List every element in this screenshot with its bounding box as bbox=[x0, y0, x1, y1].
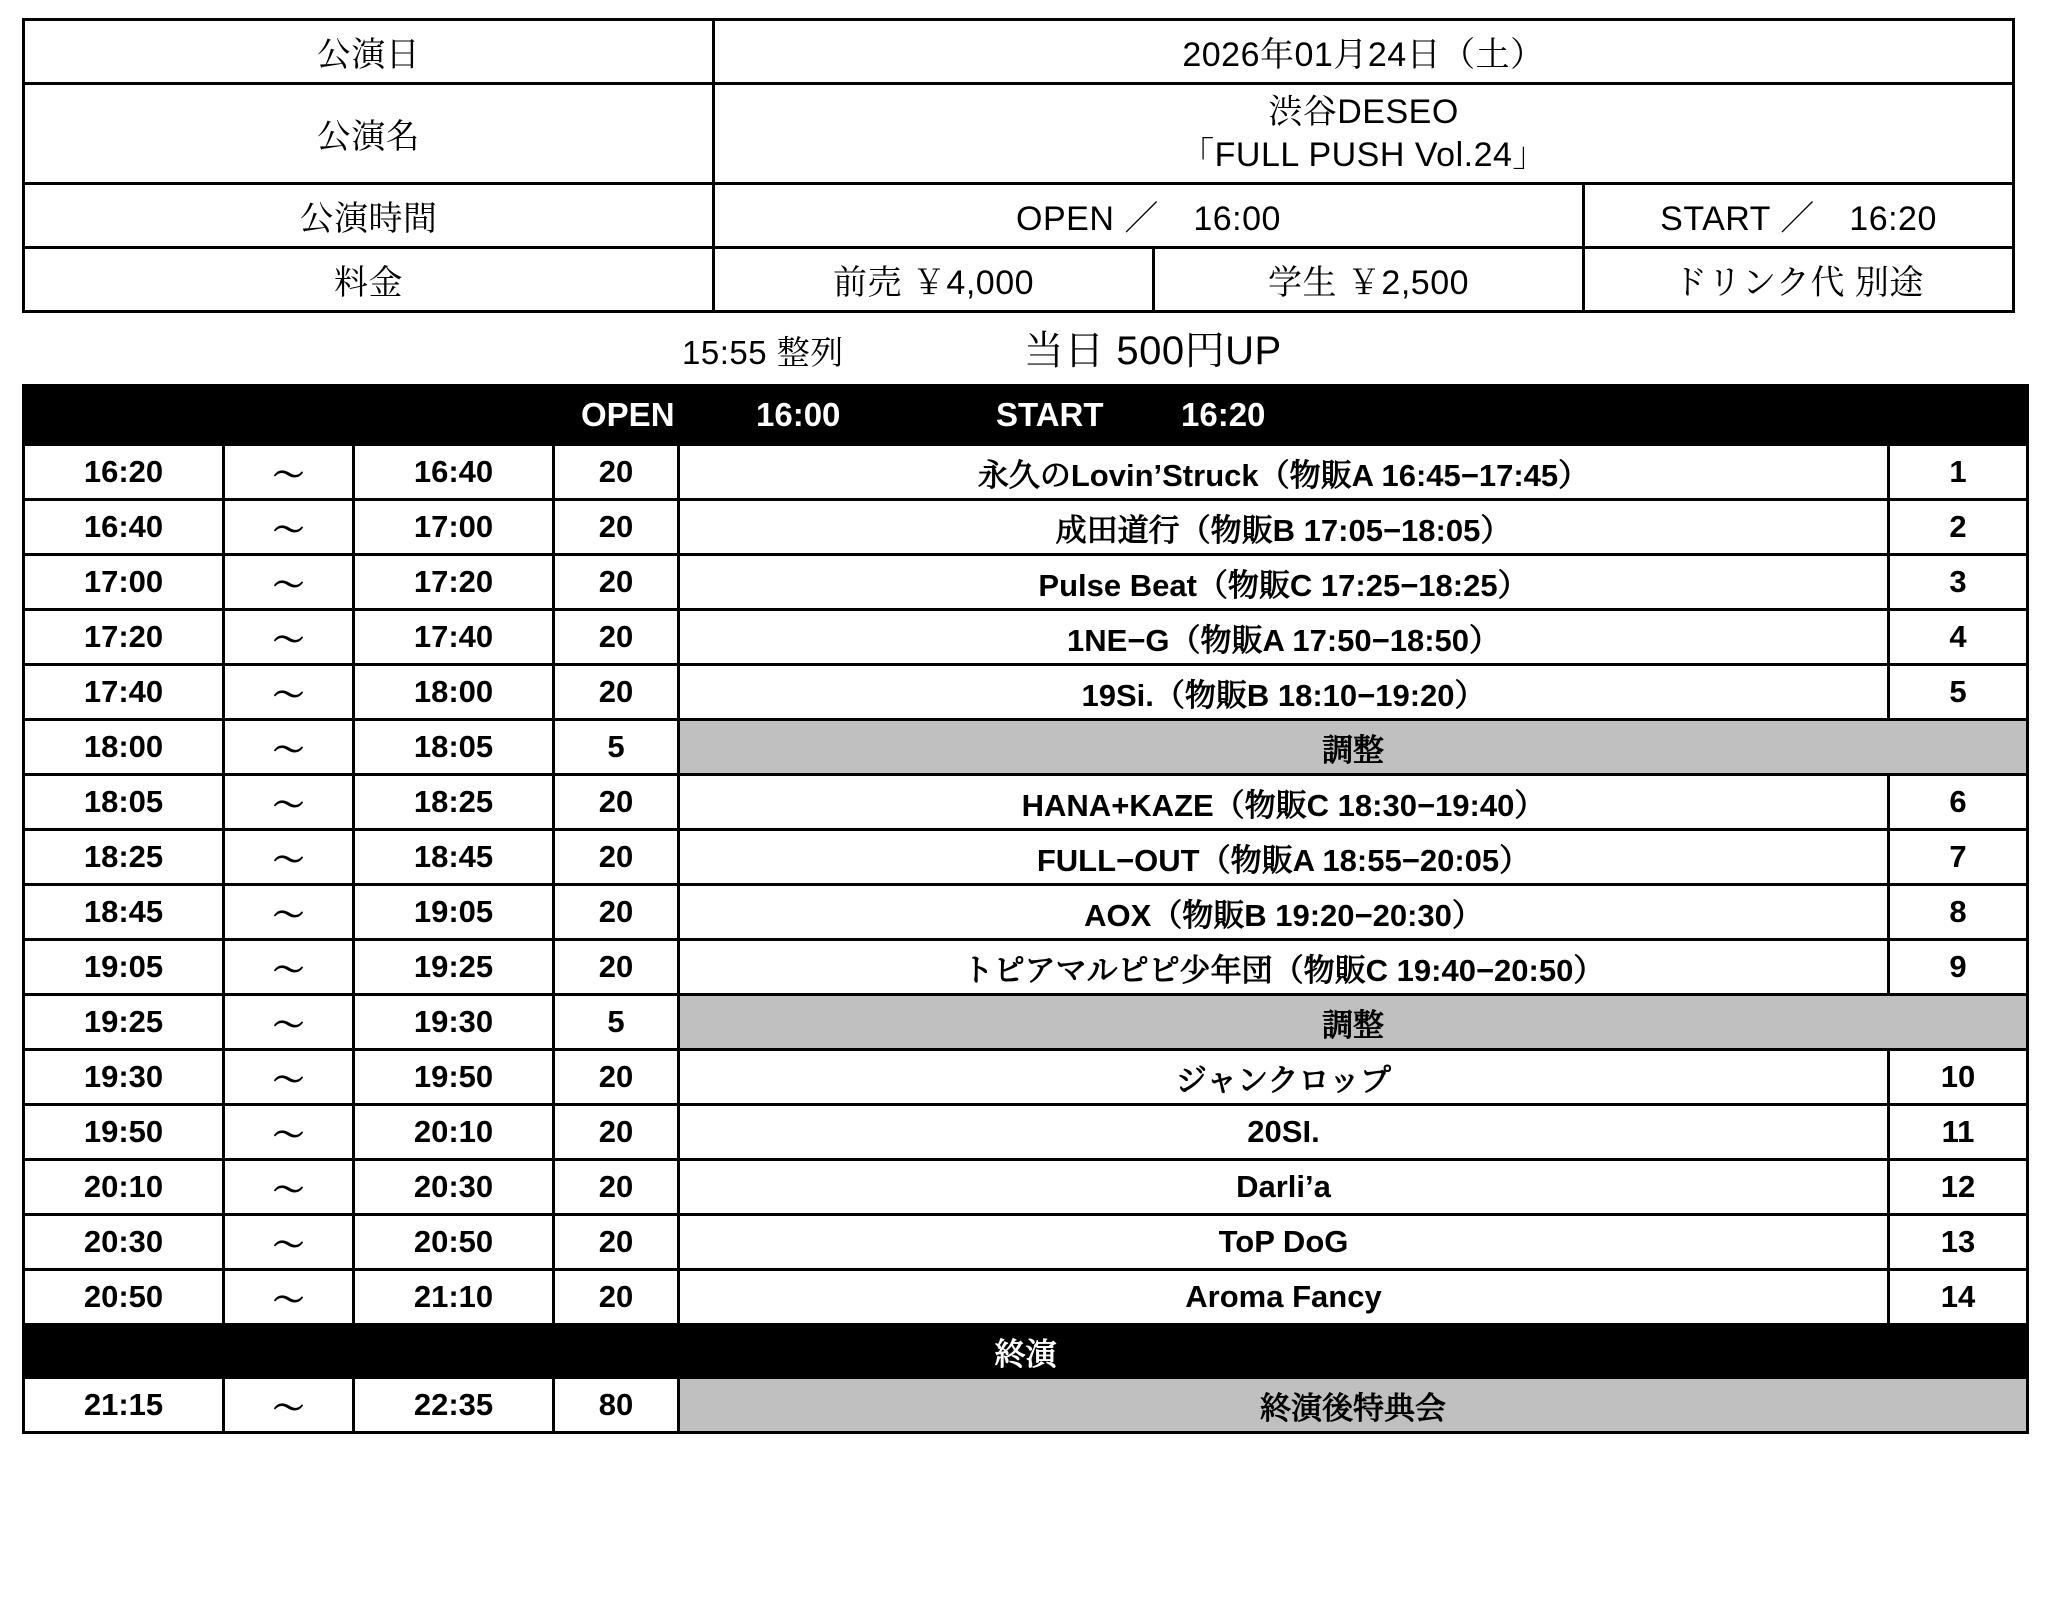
row-order-number: 8 bbox=[1889, 885, 2028, 940]
timetable-row bbox=[24, 830, 2028, 885]
row-order-number: 3 bbox=[1889, 555, 2028, 610]
row-duration: 20 bbox=[554, 1215, 679, 1270]
row-order-number: 13 bbox=[1889, 1215, 2028, 1270]
row-end-time: 19:30 bbox=[354, 995, 554, 1050]
row-end-time: 21:10 bbox=[354, 1270, 554, 1325]
timetable-row bbox=[24, 940, 2028, 995]
row-duration: 20 bbox=[554, 885, 679, 940]
row-adjust-label: 終演後特典会 bbox=[679, 1378, 2028, 1433]
timetable-row bbox=[24, 995, 2028, 1050]
row-start-time: 20:30 bbox=[24, 1215, 224, 1270]
row-order-number: 7 bbox=[1889, 830, 2028, 885]
row-tilde: 〜 bbox=[224, 665, 354, 720]
row-end-time: 18:45 bbox=[354, 830, 554, 885]
row-duration: 20 bbox=[554, 830, 679, 885]
row-tilde: 〜 bbox=[224, 1105, 354, 1160]
row-adjust-label: 調整 bbox=[679, 995, 2028, 1050]
row-act-name: 永久のLovin’Struck（物販A 16:45−17:45） bbox=[679, 445, 1889, 500]
info-row-fee bbox=[24, 248, 2014, 312]
timetable-row bbox=[24, 665, 2028, 720]
end-of-show-banner bbox=[24, 1325, 2028, 1378]
row-duration: 20 bbox=[554, 500, 679, 555]
row-tilde: 〜 bbox=[224, 610, 354, 665]
row-act-name: Darli’a bbox=[679, 1160, 1889, 1215]
timetable-row bbox=[24, 1270, 2028, 1325]
banner-open-label: OPEN bbox=[581, 396, 675, 433]
row-end-time: 17:40 bbox=[354, 610, 554, 665]
row-tilde: 〜 bbox=[224, 1378, 354, 1433]
row-tilde: 〜 bbox=[224, 940, 354, 995]
row-start-time: 16:20 bbox=[24, 445, 224, 500]
row-end-time: 19:50 bbox=[354, 1050, 554, 1105]
info-row-time bbox=[24, 184, 2014, 248]
row-order-number: 1 bbox=[1889, 445, 2028, 500]
row-end-time: 19:05 bbox=[354, 885, 554, 940]
row-tilde: 〜 bbox=[224, 500, 354, 555]
banner-open-time: 16:00 bbox=[756, 396, 841, 433]
row-start-time: 19:25 bbox=[24, 995, 224, 1050]
timetable-row bbox=[24, 1050, 2028, 1105]
timetable-row bbox=[24, 1160, 2028, 1215]
timetable-row bbox=[24, 885, 2028, 940]
row-tilde: 〜 bbox=[224, 1270, 354, 1325]
door-price-note: 当日 500円UP bbox=[1023, 329, 1282, 373]
row-act-name: ジャンクロップ bbox=[679, 1050, 1889, 1105]
venue-name: 渋谷DESEO bbox=[1268, 93, 1459, 131]
row-end-time: 20:30 bbox=[354, 1160, 554, 1215]
row-end-time: 20:10 bbox=[354, 1105, 554, 1160]
info-label-fee: 料金 bbox=[24, 248, 714, 312]
event-name: 「FULL PUSH Vol.24」 bbox=[1180, 135, 1547, 174]
row-tilde: 〜 bbox=[224, 775, 354, 830]
row-start-time: 20:50 bbox=[24, 1270, 224, 1325]
timetable-row bbox=[24, 1105, 2028, 1160]
info-value-student: 学生 ￥2,500 bbox=[1154, 248, 1584, 312]
row-end-time: 19:25 bbox=[354, 940, 554, 995]
row-end-time: 17:00 bbox=[354, 500, 554, 555]
open-start-banner bbox=[24, 386, 2028, 445]
row-duration: 5 bbox=[554, 720, 679, 775]
row-duration: 20 bbox=[554, 445, 679, 500]
row-duration: 20 bbox=[554, 1105, 679, 1160]
row-duration: 20 bbox=[554, 555, 679, 610]
row-end-time: 17:20 bbox=[354, 555, 554, 610]
row-order-number: 4 bbox=[1889, 610, 2028, 665]
timetable-row bbox=[24, 610, 2028, 665]
row-duration: 20 bbox=[554, 1160, 679, 1215]
timetable-body bbox=[24, 386, 2028, 1433]
row-tilde: 〜 bbox=[224, 555, 354, 610]
row-end-time: 18:25 bbox=[354, 775, 554, 830]
row-adjust-label: 調整 bbox=[679, 720, 2028, 775]
banner-start-time: 16:20 bbox=[1181, 396, 1266, 433]
row-start-time: 17:40 bbox=[24, 665, 224, 720]
row-end-time: 18:00 bbox=[354, 665, 554, 720]
row-tilde: 〜 bbox=[224, 1215, 354, 1270]
info-value-title bbox=[714, 84, 2014, 184]
row-tilde: 〜 bbox=[224, 720, 354, 775]
row-act-name: トピアマルピピ少年団（物販C 19:40−20:50） bbox=[679, 940, 1889, 995]
row-tilde: 〜 bbox=[224, 1160, 354, 1215]
row-start-time: 20:10 bbox=[24, 1160, 224, 1215]
info-row-title bbox=[24, 84, 2014, 184]
timetable-row bbox=[24, 720, 2028, 775]
info-value-open: OPEN ／ 16:00 bbox=[714, 184, 1584, 248]
row-start-time: 19:05 bbox=[24, 940, 224, 995]
row-tilde: 〜 bbox=[224, 830, 354, 885]
row-start-time: 18:00 bbox=[24, 720, 224, 775]
row-duration: 20 bbox=[554, 610, 679, 665]
row-start-time: 18:25 bbox=[24, 830, 224, 885]
row-act-name: HANA+KAZE（物販C 18:30−19:40） bbox=[679, 775, 1889, 830]
row-start-time: 17:00 bbox=[24, 555, 224, 610]
note-row bbox=[22, 319, 2012, 376]
timetable-row bbox=[24, 775, 2028, 830]
row-order-number: 5 bbox=[1889, 665, 2028, 720]
row-start-time: 16:40 bbox=[24, 500, 224, 555]
row-duration: 80 bbox=[554, 1378, 679, 1433]
row-order-number: 12 bbox=[1889, 1160, 2028, 1215]
row-start-time: 21:15 bbox=[24, 1378, 224, 1433]
timetable-row bbox=[24, 445, 2028, 500]
info-label-time: 公演時間 bbox=[24, 184, 714, 248]
row-duration: 20 bbox=[554, 1270, 679, 1325]
row-start-time: 18:45 bbox=[24, 885, 224, 940]
row-order-number: 14 bbox=[1889, 1270, 2028, 1325]
row-act-name: 20SI. bbox=[679, 1105, 1889, 1160]
row-act-name: Aroma Fancy bbox=[679, 1270, 1889, 1325]
row-order-number: 11 bbox=[1889, 1105, 2028, 1160]
row-duration: 20 bbox=[554, 665, 679, 720]
lineup-note: 15:55 整列 bbox=[682, 334, 844, 371]
row-start-time: 17:20 bbox=[24, 610, 224, 665]
row-start-time: 19:50 bbox=[24, 1105, 224, 1160]
row-order-number: 2 bbox=[1889, 500, 2028, 555]
info-value-date: 2026年01月24日（土） bbox=[714, 20, 2014, 84]
row-tilde: 〜 bbox=[224, 445, 354, 500]
row-act-name: AOX（物販B 19:20−20:30） bbox=[679, 885, 1889, 940]
row-duration: 20 bbox=[554, 1050, 679, 1105]
info-label-date: 公演日 bbox=[24, 20, 714, 84]
row-act-name: Pulse Beat（物販C 17:25−18:25） bbox=[679, 555, 1889, 610]
info-label-title: 公演名 bbox=[24, 84, 714, 184]
info-value-start: START ／ 16:20 bbox=[1584, 184, 2014, 248]
row-duration: 20 bbox=[554, 775, 679, 830]
row-act-name: 19Si.（物販B 18:10−19:20） bbox=[679, 665, 1889, 720]
timetable-row bbox=[24, 1215, 2028, 1270]
row-tilde: 〜 bbox=[224, 995, 354, 1050]
row-duration: 20 bbox=[554, 940, 679, 995]
timetable-row bbox=[24, 1378, 2028, 1433]
info-row-date bbox=[24, 20, 2014, 84]
row-duration: 5 bbox=[554, 995, 679, 1050]
row-order-number: 6 bbox=[1889, 775, 2028, 830]
info-value-drink: ドリンク代 別途 bbox=[1584, 248, 2014, 312]
end-of-show-label: 終演 bbox=[24, 1325, 2028, 1378]
timetable bbox=[22, 384, 2029, 1434]
info-value-advance: 前売 ￥4,000 bbox=[714, 248, 1154, 312]
row-end-time: 16:40 bbox=[354, 445, 554, 500]
row-act-name: 1NE−G（物販A 17:50−18:50） bbox=[679, 610, 1889, 665]
row-act-name: 成田道行（物販B 17:05−18:05） bbox=[679, 500, 1889, 555]
row-order-number: 10 bbox=[1889, 1050, 2028, 1105]
row-start-time: 18:05 bbox=[24, 775, 224, 830]
row-tilde: 〜 bbox=[224, 1050, 354, 1105]
event-info-table bbox=[22, 18, 2015, 313]
row-start-time: 19:30 bbox=[24, 1050, 224, 1105]
row-end-time: 18:05 bbox=[354, 720, 554, 775]
row-end-time: 20:50 bbox=[354, 1215, 554, 1270]
row-tilde: 〜 bbox=[224, 885, 354, 940]
timetable-row bbox=[24, 555, 2028, 610]
row-end-time: 22:35 bbox=[354, 1378, 554, 1433]
banner-start-label: START bbox=[996, 396, 1104, 433]
row-act-name: ToP DoG bbox=[679, 1215, 1889, 1270]
row-act-name: FULL−OUT（物販A 18:55−20:05） bbox=[679, 830, 1889, 885]
timetable-row bbox=[24, 500, 2028, 555]
row-order-number: 9 bbox=[1889, 940, 2028, 995]
